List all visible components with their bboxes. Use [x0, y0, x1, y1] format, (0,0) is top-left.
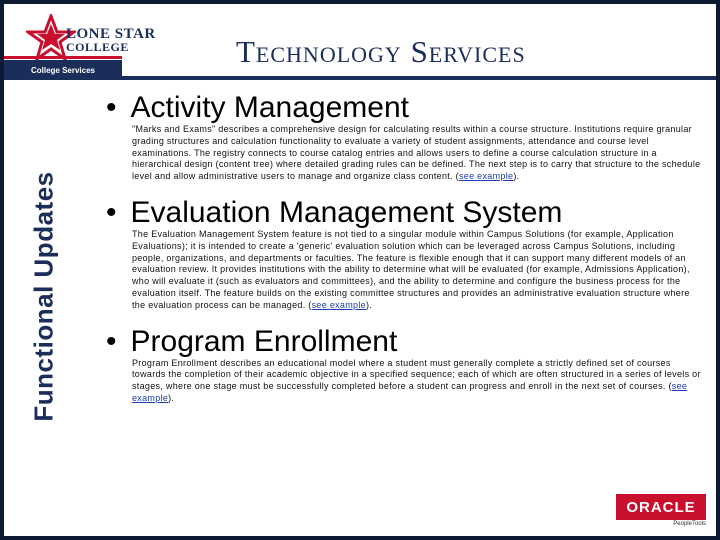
bullet-icon: • [106, 324, 117, 358]
section-heading [106, 326, 702, 358]
sidebar [4, 86, 84, 536]
section-body [132, 229, 702, 312]
section-tail: ). [365, 299, 373, 310]
logo-red-rule [4, 56, 122, 59]
main-content [106, 92, 702, 419]
section-activity-management [106, 92, 702, 183]
section-tail: ). [513, 171, 520, 182]
see-example-link[interactable]: see example [458, 171, 514, 182]
header [4, 4, 716, 86]
sidebar-label: Functional Updates [28, 170, 59, 422]
bullet-icon: • [106, 91, 117, 124]
logo-line1: LONE STAR [66, 26, 156, 42]
oracle-wordmark: ORACLE [616, 494, 706, 520]
section-body [132, 124, 702, 183]
section-text: The Evaluation Management System feature is not tied to a singular module within Campus Solutions (for example, Application Evaluations); it is intended to create a 'generic' evaluation solution which can be leveraged across Campus Solutions, including people, organizations, and departments or faculties. The feature is flexible enough that it can support many different models of an evaluation review. It provides institutions with the ability to determine what will be evaluated (for example, Admissions Application), who will evaluate it (such as evaluators and committees), and the ability to determine and configure the business process for the evaluation itself. The feature builds on the existing committee structures and provides an administrative evaluation structure where the evaluation process can be managed. ( [132, 228, 690, 310]
see-example-link[interactable]: see example [311, 299, 366, 310]
bullet-icon: • [106, 195, 117, 229]
logo-text [66, 28, 156, 54]
section-text: Program Enrollment describes an educational model where a student must generally complete a strictly defined set of courses towards the completion of their academic objective in a specified sequence; each of which are often structured in a series of levels or stages, where one stage must be successfully completed before a student can progress and enroll in the next set of courses. ( [132, 357, 701, 392]
logo-line2: COLLEGE [66, 40, 129, 54]
page-title: Technology Services [236, 34, 526, 69]
section-title: Program Enrollment [130, 324, 398, 358]
section-heading [106, 197, 702, 229]
oracle-subtitle: PeopleTools [673, 521, 706, 527]
college-services-bar: College Services [4, 60, 122, 80]
see-example-link[interactable]: see example [132, 381, 688, 403]
section-title: Activity Management [130, 91, 409, 124]
section-tail: ). [168, 392, 175, 403]
section-body [132, 358, 702, 405]
sidebar-label-wrap [4, 86, 84, 506]
header-divider [122, 76, 716, 80]
slide [4, 4, 716, 536]
section-program-enrollment [106, 326, 702, 405]
section-title: Evaluation Management System [130, 195, 563, 229]
oracle-logo [616, 494, 706, 532]
section-evaluation-management [106, 197, 702, 312]
section-heading [106, 92, 702, 124]
section-text: "Marks and Exams" describes a comprehensive design for calculating results within a course structure. Institutions require granular grading structures and calculation functionality to evaluate a variety of student assignments, attendance and course level examinations. The registry connects to course catalog entries and allows users to define a course calculation structure in a hierarchical design (content tree) where detailed grading rules can be defined. The next step is to carry that structure to the schedule level and allow administrative users to manage and organize class content. ( [132, 124, 701, 182]
